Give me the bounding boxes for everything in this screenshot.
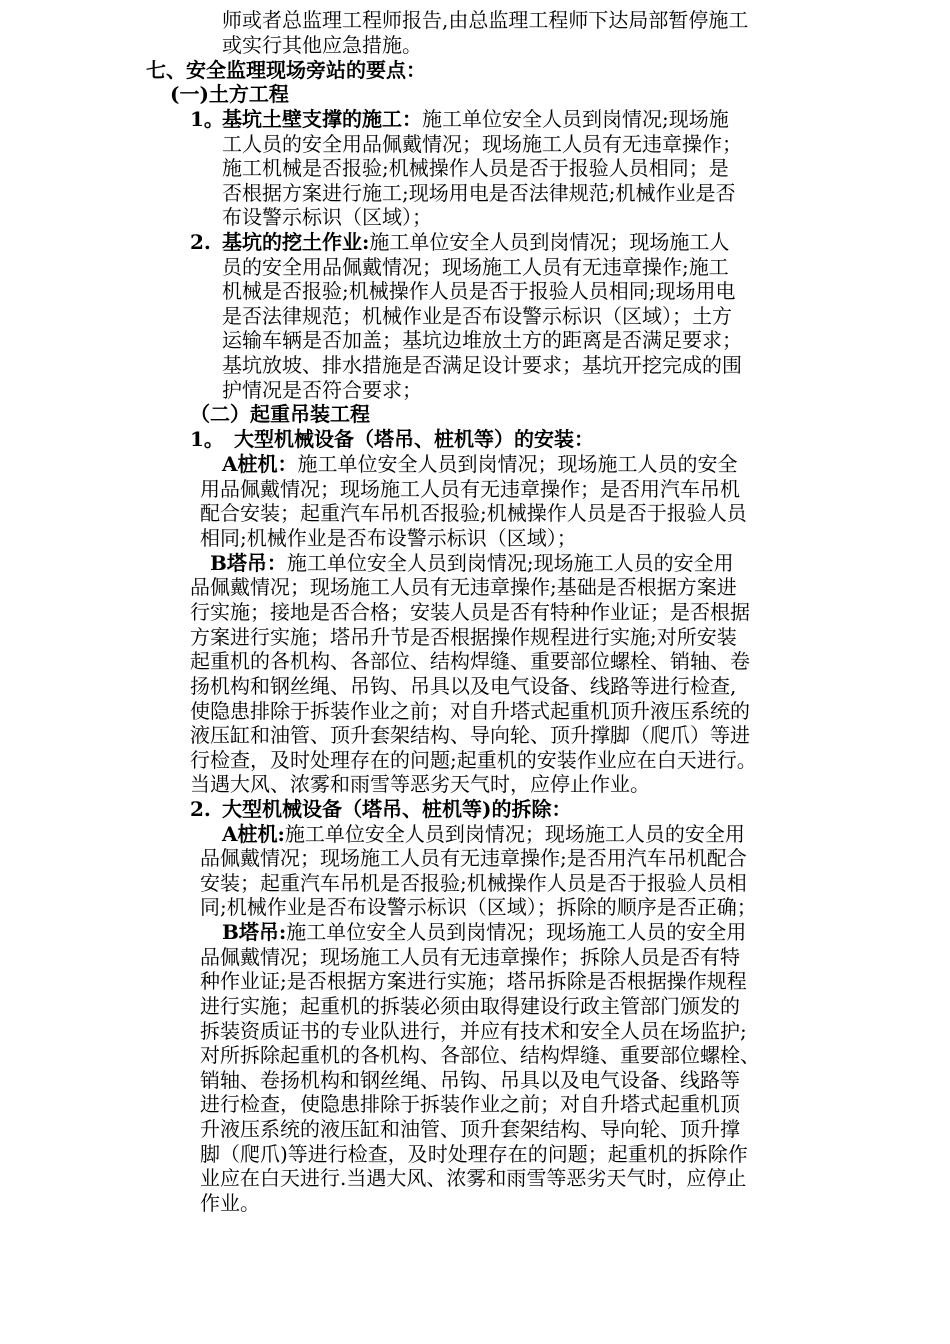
hoisting-item1-crane-line: 起重机的各机构、各部位、结构焊缝、重要部位螺栓、销轴、卷 xyxy=(190,649,750,673)
hoisting-item1-number: 1。 xyxy=(190,427,224,451)
hoisting-item1-crane-line: 行检查，及时处理存在的问题;起重机的安装作业应在白天进行。 xyxy=(190,748,757,772)
earthwork-item2-line: 基坑放坡、排水措施是否满足设计要求；基坑开挖完成的围 xyxy=(222,353,742,377)
earthwork-item1-line: 布设警示标识（区域）； xyxy=(222,205,432,229)
earthwork-item2-line: 运输车辆是否加盖；基坑边堆放土方的距离是否满足要求； xyxy=(222,328,742,352)
hoisting-item2-crane-line: 作业。 xyxy=(200,1191,260,1215)
hoisting-item2-pile-label: A桩机: xyxy=(222,822,285,846)
earthwork-item1-number: 1。 xyxy=(190,107,224,131)
hoisting-item1-crane-label: B塔吊： xyxy=(210,551,287,575)
earthwork-item1-line xyxy=(222,107,729,132)
hoisting-item2-title: 大型机械设备（塔吊、桩机等)的拆除： xyxy=(222,797,572,821)
hoisting-item2-pile-text: 施工单位安全人员到岗情况；现场施工人员的安全用 xyxy=(284,822,745,846)
earthwork-item1-title: 基坑土壁支撑的施工： xyxy=(222,107,422,131)
intro-line: 或实行其他应急措施。 xyxy=(222,33,422,57)
hoisting-item2-crane-line xyxy=(222,920,746,945)
hoisting-item2-crane-line: 业应在白天进行.当遇大风、浓雾和雨雪等恶劣天气时，应停止 xyxy=(200,1166,747,1190)
hoisting-item1-crane-line: 使隐患排除于拆装作业之前；对自升塔式起重机顶升液压系统的 xyxy=(190,699,750,723)
hoisting-item2-crane-line: 品佩戴情况；现场施工人员有无违章操作；拆除人员是否有特 xyxy=(200,945,740,969)
earthwork-item1-text: 施工单位安全人员到岗情况;现场施 xyxy=(422,107,729,131)
hoisting-item1-pile-line: 相同;机械作业是否布设警示标识（区域）； xyxy=(200,526,577,550)
earthwork-item2-title: 基坑的挖土作业: xyxy=(222,230,370,254)
hoisting-item2-crane-line: 拆装资质证书的专业队进行，并应有技术和安全人员在场监护; xyxy=(200,1019,747,1043)
hoisting-item1-crane-line: 品佩戴情况；现场施工人员有无违章操作;基础是否根据方案进 xyxy=(190,575,737,599)
hoisting-item2-crane-line: 升液压系统的液压缸和油管、顶升套架结构、导向轮、顶升撑 xyxy=(200,1117,740,1141)
hoisting-item2-crane-line: 销轴、卷扬机构和钢丝绳、吊钩、吊具以及电气设备、线路等 xyxy=(200,1068,740,1092)
earthwork-item2-line xyxy=(222,230,729,255)
hoisting-item1-pile-text: 施工单位安全人员到岗情况；现场施工人员的安全 xyxy=(297,452,738,476)
hoisting-item1-crane-line: 方案进行实施；塔吊升节是否根据操作规程进行实施;对所安装 xyxy=(190,625,737,649)
hoisting-item2-crane-text: 施工单位安全人员到岗情况；现场施工人员的安全用 xyxy=(286,920,747,944)
earthwork-item2-line: 机械是否报验;机械操作人员是否于报验人员相同;现场用电 xyxy=(222,279,736,303)
hoisting-item2-pile-line: 同;机械作业是否布设警示标识（区域）；拆除的顺序是否正确； xyxy=(200,895,757,919)
hoisting-heading: （二）起重吊装工程 xyxy=(190,402,370,426)
hoisting-item2-crane-line: 脚（爬爪)等进行检查，及时处理存在的问题；起重机的拆除作 xyxy=(200,1142,748,1166)
section-title: 七、安全监理现场旁站的要点： xyxy=(146,58,426,82)
intro-line: 师或者总监理工程师报告,由总监理工程师下达局部暂停施工 xyxy=(222,8,749,32)
hoisting-item2-crane-line: 进行检查，使隐患排除于拆装作业之前；对自升塔式起重机顶 xyxy=(200,1092,740,1116)
hoisting-item2-crane-line: 种作业证;是否根据方案进行实施；塔吊拆除是否根据操作规程 xyxy=(200,969,747,993)
earthwork-item2-line: 员的安全用品佩戴情况；现场施工人员有无违章操作;施工 xyxy=(222,255,729,279)
hoisting-item1-crane-line: 行实施；接地是否合格；安装人员是否有特种作业证；是否根据 xyxy=(190,600,750,624)
earthwork-item2-line: 护情况是否符合要求； xyxy=(222,378,422,402)
hoisting-item2-crane-label: B塔吊: xyxy=(222,920,287,944)
hoisting-item1-crane-text: 施工单位安全人员到岗情况;现场施工人员的安全用 xyxy=(286,551,734,575)
hoisting-item1-crane-line xyxy=(210,551,734,576)
earthwork-item2-line: 是否法律规范；机械作业是否布设警示标识（区域）；土方 xyxy=(222,304,732,328)
hoisting-item2-pile-line: 安装；起重汽车吊机是否报验;机械操作人员是否于报验人员相 xyxy=(200,871,747,895)
earthwork-item1-line: 工人员的安全用品佩戴情况；现场施工人员有无违章操作； xyxy=(222,132,742,156)
hoisting-item1-title: 大型机械设备（塔吊、桩机等）的安装： xyxy=(234,427,594,451)
hoisting-item2-crane-line: 进行实施；起重机的拆装必须由取得建设行政主管部门颁发的 xyxy=(200,994,740,1018)
hoisting-item1-crane-line: 液压缸和油管、顶升套架结构、导向轮、顶升撑脚（爬爪）等进 xyxy=(190,723,750,747)
earthwork-item2-number: 2. xyxy=(190,230,211,254)
earthwork-item2-text: 施工单位安全人员到岗情况；现场施工人 xyxy=(369,230,730,254)
hoisting-item1-crane-line: 扬机构和钢丝绳、吊钩、吊具以及电气设备、线路等进行检查, xyxy=(190,674,737,698)
hoisting-item2-crane-line: 对所拆除起重机的各机构、各部位、结构焊缝、重要部位螺栓、 xyxy=(200,1043,760,1067)
hoisting-item1-pile-line: 配合安装；起重汽车吊机否报验;机械操作人员是否于报验人员 xyxy=(200,501,747,525)
hoisting-item1-pile-line xyxy=(222,452,738,477)
hoisting-item2-pile-line: 品佩戴情况；现场施工人员有无违章操作;是否用汽车吊机配合 xyxy=(200,846,747,870)
hoisting-item2-pile-line xyxy=(222,822,745,847)
earthwork-heading: (一)土方工程 xyxy=(170,82,289,106)
hoisting-item2-number: 2. xyxy=(190,797,211,821)
hoisting-item1-crane-line: 当遇大风、浓雾和雨雪等恶劣天气时，应停止作业。 xyxy=(190,772,650,796)
earthwork-item1-line: 否根据方案进行施工;现场用电是否法律规范;机械作业是否 xyxy=(222,181,736,205)
hoisting-item1-pile-line: 用品佩戴情况；现场施工人员有无违章操作；是否用汽车吊机 xyxy=(200,477,740,501)
earthwork-item1-line: 施工机械是否报验;机械操作人员是否于报验人员相同；是 xyxy=(222,156,729,180)
hoisting-item1-pile-label: A桩机： xyxy=(222,452,298,476)
